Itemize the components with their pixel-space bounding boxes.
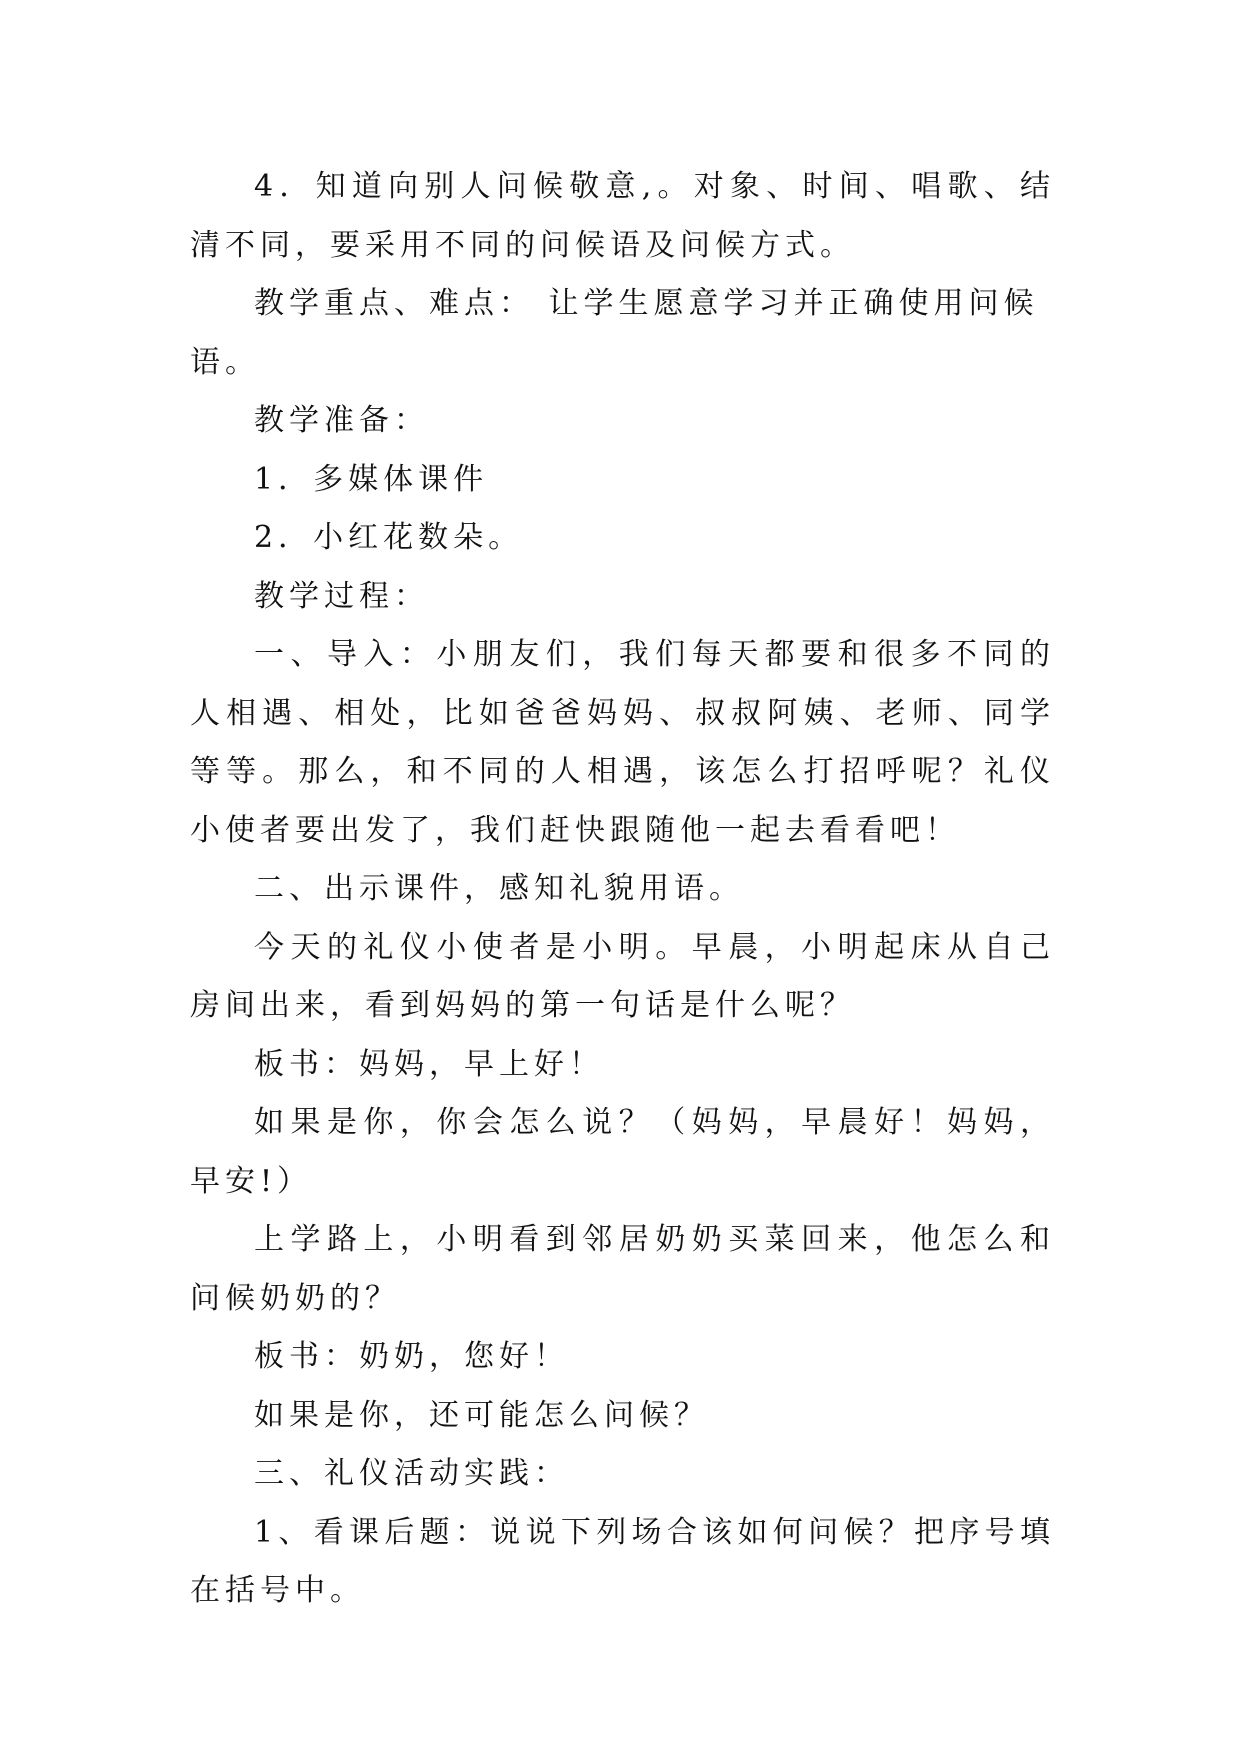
paragraph-if-you-grandma: 如果是你，还可能怎么问候？ xyxy=(254,1397,709,1433)
paragraph-preparation-item-1: 1．多媒体课件 xyxy=(254,461,489,497)
paragraph-board-mom: 板书：妈妈，早上好！ xyxy=(254,1046,604,1082)
paragraph-objective-4: 4．知道向别人问候敬意,。对象、时间、唱歌、结清不同，要采用不同的问候语及问候方式。 xyxy=(190,169,1055,263)
paragraph-preparation-heading: 教学准备： xyxy=(254,403,429,438)
paragraph-preparation-item-2: 2．小红花数朵。 xyxy=(254,520,524,555)
paragraph-section-two: 二、出示课件，感知礼貌用语。 xyxy=(254,871,744,906)
paragraph-section-three: 三、礼仪活动实践： xyxy=(254,1456,569,1491)
paragraph-key-points: 教学重点、难点： 让学生愿意学习并正确使用问候语。 xyxy=(190,286,1039,380)
document-body xyxy=(190,158,1055,1621)
paragraph-xiaoming-morning: 今天的礼仪小使者是小明。早晨，小明起床从自己房间出来，看到妈妈的第一句话是什么呢？ xyxy=(190,929,1055,1023)
paragraph-board-grandma: 板书：奶奶，您好！ xyxy=(254,1339,569,1374)
paragraph-on-the-way: 上学路上，小明看到邻居奶奶买菜回来，他怎么和问候奶奶的？ xyxy=(190,1222,1055,1316)
paragraph-introduction: 一、导入：小朋友们，我们每天都要和很多不同的人相遇、相处，比如爸爸妈妈、叔叔阿姨、老师、同学等等。那么，和不同的人相遇，该怎么打招呼呢？礼仪小使者要出发了，我们赶快跟随他一起去看看吧！ xyxy=(190,637,1055,848)
paragraph-exercise-1: 1、看课后题：说说下列场合该如何问候？把序号填在括号中。 xyxy=(190,1514,1055,1608)
paragraph-process-heading: 教学过程： xyxy=(254,578,429,614)
paragraph-if-you-mom: 如果是你，你会怎么说？（妈妈，早晨好！妈妈，早安!） xyxy=(190,1105,1055,1199)
